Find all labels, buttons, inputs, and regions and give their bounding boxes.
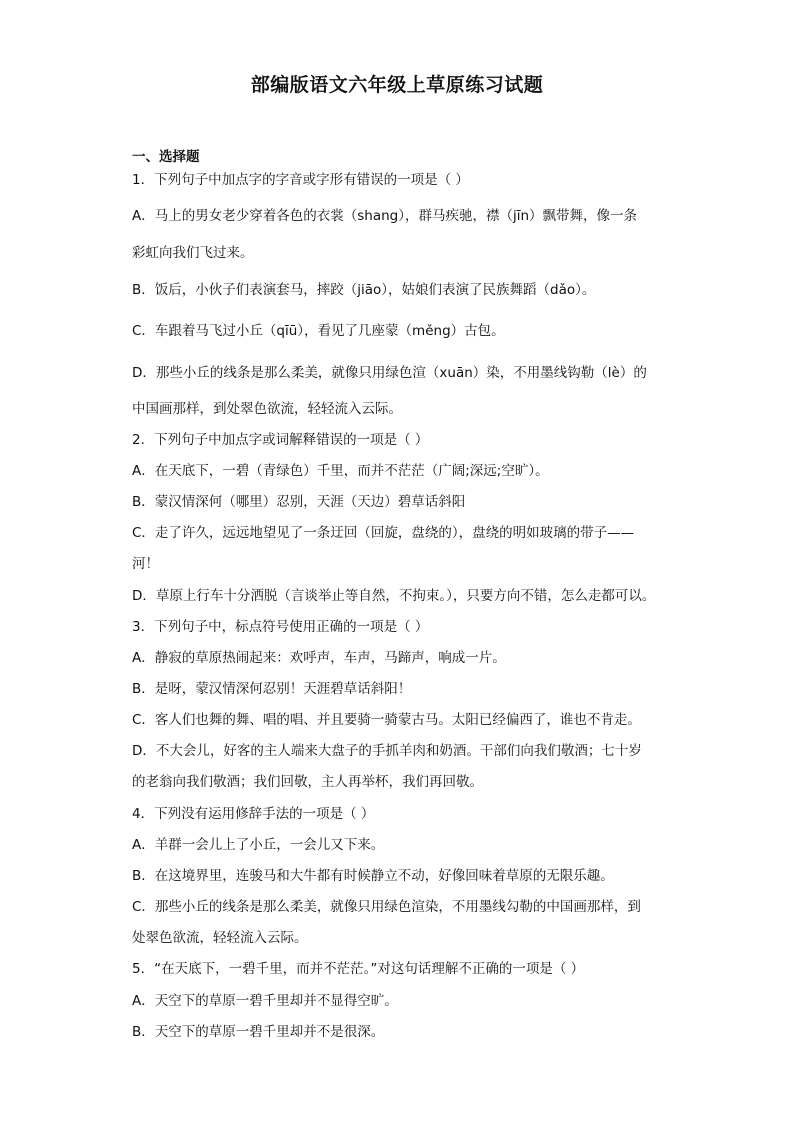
question-5-stem: 5．“在天底下，一碧千里，而并不茫茫。”对这句话理解不正确的一项是（ ） [132,961,585,977]
question-4-option-c: C．那些小丘的线条是那么柔美，就像只用绿色渲染，不用墨线勾勒的中国画那样，到 [132,899,641,915]
question-1-option-d-cont: 中国画那样，到处翠色欲流，轻轻流入云际。 [132,401,402,417]
question-1-option-a-cont: 彩虹向我们飞过来。 [132,245,254,261]
question-2-option-c-cont: 河！ [132,556,159,572]
question-2-option-d: D．草原上行车十分洒脱（言谈举止等自然，不拘束。），只要方向不错，怎么走都可以。 [132,588,656,604]
question-2-stem: 2．下列句子中加点字或词解释错误的一项是（ ） [132,432,429,448]
question-3-option-b: B．是呀，蒙汉情深何忍别！天涯碧草话斜阳！ [132,681,412,697]
question-3-option-d-cont: 的老翁向我们敬酒；我们回敬，主人再举杯，我们再回敬。 [132,774,483,790]
question-1-option-d: D．那些小丘的线条是那么柔美，就像只用绿色渲（xuān）染，不用墨线钩勒（lè）的 [132,365,647,381]
question-2-option-c: C．走了许久，远远地望见了一条迂回（回旋，盘绕的），盘绕的明如玻璃的带子—— [132,525,635,541]
question-5-option-a: A．天空下的草原一碧千里却并不显得空旷。 [132,993,398,1009]
document-title: 部编版语文六年级上草原练习试题 [250,74,544,96]
question-2-option-b: B．蒙汉情深何（哪里）忍别，天涯（天边）碧草话斜阳 [132,494,466,510]
question-3-option-d: D．不大会儿，好客的主人端来大盘子的手抓羊肉和奶酒。干部们向我们敬酒；七十岁 [132,743,642,759]
question-4-option-c-cont: 处翠色欲流，轻轻流入云际。 [132,930,308,946]
question-4-option-a: A．羊群一会儿上了小丘，一会儿又下来。 [132,837,385,853]
question-3-option-a: A．静寂的草原热闹起来：欢呼声，车声，马蹄声，响成一片。 [132,650,506,666]
question-5-option-b: B．天空下的草原一碧千里却并不是很深。 [132,1024,385,1040]
section-heading: 一、选择题 [132,149,200,165]
question-1-stem: 1．下列句子中加点字的字音或字形有错误的一项是（ ） [132,172,469,188]
question-4-option-b: B．在这境界里，连骏马和大牛都有时候静立不动，好像回味着草原的无限乐趣。 [132,868,614,884]
question-2-option-a: A．在天底下，一碧（青绿色）千里，而并不茫茫（广阔;深远;空旷）。 [132,463,549,479]
question-3-stem: 3．下列句子中，标点符号使用正确的一项是（ ） [132,619,429,635]
question-1-option-a: A．马上的男女老少穿着各色的衣裳（shang），群马疾驰，襟（jīn）飘带舞，像一条 [132,208,638,224]
question-3-option-c: C．客人们也舞的舞、唱的唱、并且要骑一骑蒙古马。太阳已经偏西了，谁也不肯走。 [132,712,641,728]
question-4-stem: 4．下列没有运用修辞手法的一项是（ ） [132,806,375,822]
question-1-option-b: B．饭后，小伙子们表演套马，摔跤（jiāo），姑娘们表演了民族舞蹈（dǎo）。 [132,282,596,298]
question-1-option-c: C．车跟着马飞过小丘（qīū），看见了几座蒙（měng）古包。 [132,323,505,339]
